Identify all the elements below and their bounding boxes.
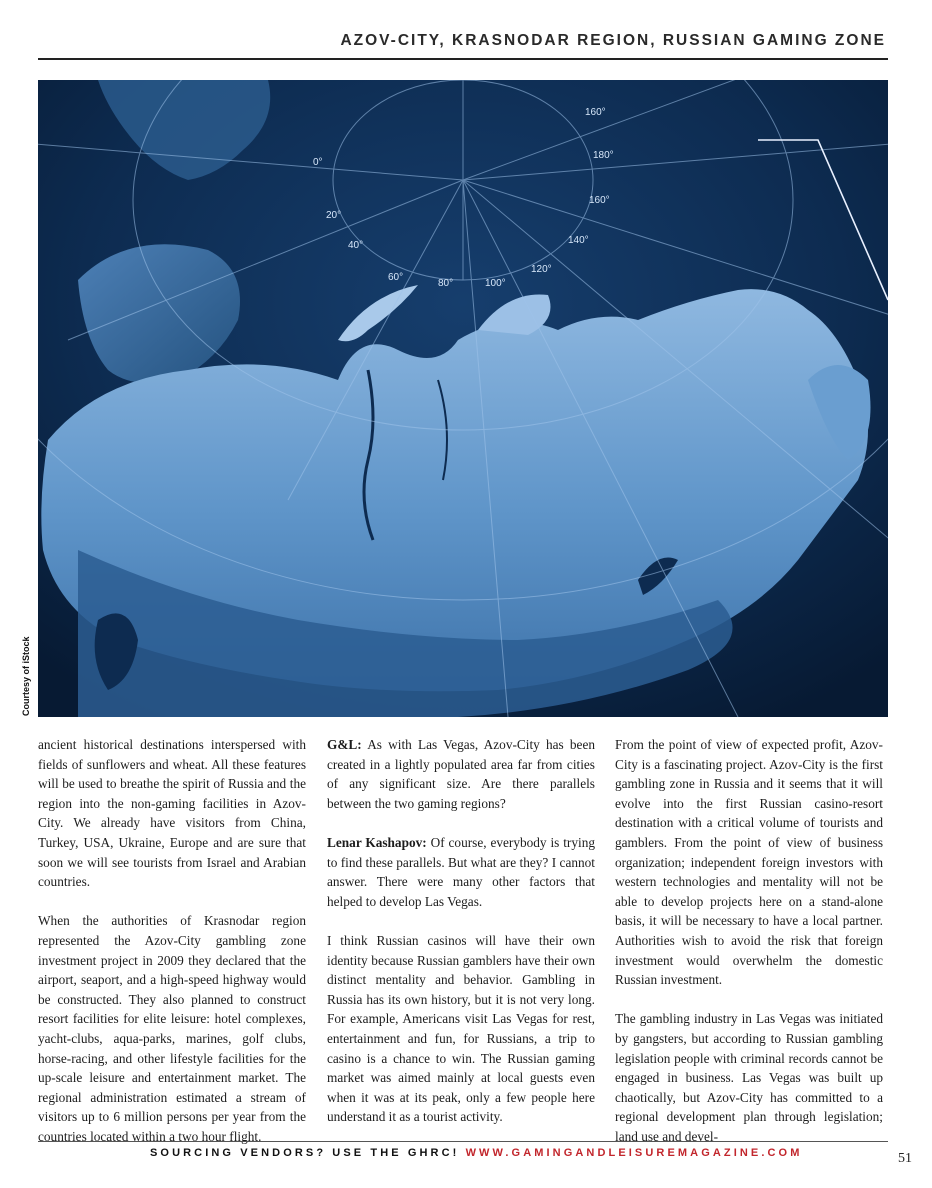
page-number: 51 xyxy=(898,1151,912,1166)
page-header xyxy=(38,30,888,60)
magazine-url-link[interactable]: WWW.GAMINGANDLEISUREMAGAZINE.COM xyxy=(465,1147,803,1159)
graticule-label: 140° xyxy=(568,235,589,246)
graticule-label: 40° xyxy=(348,240,364,251)
graticule-label: 80° xyxy=(438,278,454,289)
graticule-label: 120° xyxy=(531,264,552,275)
paragraph: When the authorities of Krasnodar region represented the Azov-City gambling zone investment project in 2009 they declared that the airport, seaport, and a high-speed highway would be constructed. They also planned to construct resort facilities for elite leisure: hotel complexes, yacht-clubs, aqua-parks, marines, golf clubs, horse-racing, and other lifestyle facilities for the up-scale leisure and entertainment market. The regional administration estimated a stream of visitors up to 6 million persons per year from the countries located within a two hour flight. xyxy=(38,913,306,1144)
map-illustration xyxy=(38,80,888,717)
paragraph: From the point of view of expected profit, Azov-City is a fascinating project. Azov-City is the first gambling zone in Russia and it seems that it will evolve into the first Russian casino-resort destination with a critical volume of tourists and gamblers. From the point of view of business organization; independent foreign investors with western technologies and mentality will not be able to develop projects here on a stand-alone basis, it will be necessary to have a local partner. Authorities wish to avoid the risk that foreign investment would overwhelm the domestic Russian investment. xyxy=(615,737,883,988)
interview-answer xyxy=(327,833,595,911)
interview-question xyxy=(327,735,595,813)
question-text: As with Las Vegas, Azov-City has been created in a lightly populated area far from cities of any significant size. Are there parallels between the two gaming regions? xyxy=(327,737,595,811)
paragraph: The gambling industry in Las Vegas was initiated by gangsters, but according to Russian gambling legislation people with criminal records cannot be engaged in business. Las Vegas was built up chaotically, but Azov-City has committed to a regional development plan through legislation; land use and devel- xyxy=(615,1011,883,1144)
photo-credit: Courtesy of iStock xyxy=(21,636,31,716)
graticule-label: 60° xyxy=(388,272,404,283)
footer-tagline: SOURCING VENDORS? USE THE GHRC! xyxy=(150,1147,460,1159)
article-column-2 xyxy=(327,735,595,1146)
section-title: AZOV-CITY, KRASNODAR REGION, RUSSIAN GAMING ZONE xyxy=(340,32,886,49)
answer-speaker: Lenar Kashapov: xyxy=(327,834,427,850)
footer-divider xyxy=(38,1141,888,1142)
article-column-1 xyxy=(38,735,306,1166)
page-footer xyxy=(150,1147,802,1159)
article-column-3 xyxy=(615,735,883,1166)
paragraph: ancient historical destinations interspersed with fields of sunflowers and wheat. All these features will be used to breathe the spirit of Russia and the region into the non-gaming facilities in Azov-City. We already have visitors from China, Turkey, USA, Ukraine, Europe and are sure that soon we will see tourists from Israel and Arabian countries. xyxy=(38,737,306,890)
graticule-label: 160° xyxy=(589,195,610,206)
graticule-label: 160° xyxy=(585,107,606,118)
question-speaker: G&L: xyxy=(327,737,362,752)
graticule-label: 100° xyxy=(485,278,506,289)
graticule-label: 180° xyxy=(593,150,614,161)
paragraph: I think Russian casinos will have their own identity because Russian gamblers have their own distinct mentality and behavior. Gambling in Russia has its own history, but it is not very long. For example, Americans visit Las Vegas for rest, entertainment and fun, for Russians, a trip to casino is a chance to win. The Russian gaming market was aimed mainly at local guests even when it was at its peak, only a few people here understand it as a tourist activity. xyxy=(327,932,595,1125)
answer-text: Of course, everybody is trying to find these parallels. But what are they? I cannot answer. There were many other factors that helped to develop Las Vegas. xyxy=(327,834,595,909)
graticule-label: 0° xyxy=(313,157,323,168)
russia-satellite-map xyxy=(38,80,888,717)
graticule-label: 20° xyxy=(326,210,342,221)
